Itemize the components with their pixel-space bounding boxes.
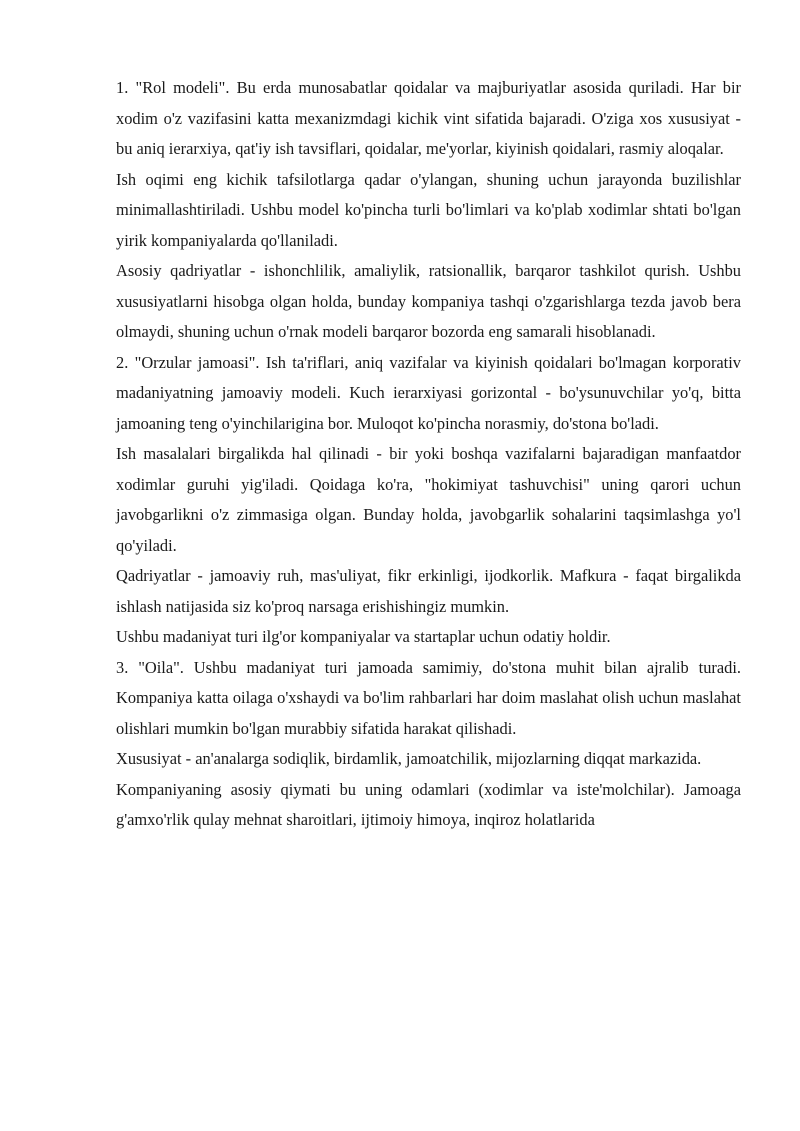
paragraph-feature: Xususiyat - an'analarga sodiqlik, birdamlik, jamoatchilik, mijozlarning diqqat markazida. bbox=[116, 749, 702, 768]
paragraph-dream-team: 2. "Orzular jamoasi". Ish ta'riflari, aniq vazifalar va kiyinish qoidalari bo'lmagan korporativ madaniyatning jamoaviy modeli. Kuch ierarxiyasi gorizontal - bo'ysunuvchilar yo'q, bitta jamoaning teng o'yinchilarigina bor. Muloqot ko'pincha norasmiy, do'stona bo'ladi. bbox=[116, 352, 741, 433]
paragraph-core-values: Asosiy qadriyatlar - ishonchlilik, amaliylik, ratsionallik, barqaror tashkilot qurish. Ushbu xususiyatlarni hisobga olgan holda, bunday kompaniya tashqi o'zgarishlarga tezda javob bera olmaydi, shuning uchun o'rnak modeli barqaror bozorda eng samarali hisoblanadi. bbox=[116, 261, 741, 341]
paragraph-work-issues: Ish masalalari birgalikda hal qilinadi - bir yoki boshqa vazifalarni bajaradigan manfaatdor xodimlar guruhi yig'iladi. Qoidaga ko'ra, "hokimiyat tashuvchisi" uning qarori uchun javobgarlikni o'z zimmasiga olgan. Bunday holda, javobgarlik sohalarini taqsimlashga yo'l qo'yiladi. bbox=[116, 444, 741, 555]
paragraph-family: 3. "Oila". Ushbu madaniyat turi jamoada samimiy, do'stona muhit bilan ajralib turadi. Kompaniya katta oilaga o'xshaydi va bo'lim rahbarlari har doim maslahat olish uchun maslahat olishlari mumkin bo'lgan murabbiy sifatida harakat qilishadi. bbox=[116, 657, 741, 738]
paragraph-startups: Ushbu madaniyat turi ilg'or kompaniyalar va startaplar uchun odatiy holdir. bbox=[116, 627, 611, 646]
paragraph-workflow: Ish oqimi eng kichik tafsilotlarga qadar o'ylangan, shuning uchun jarayonda buzilishlar minimallashtiriladi. Ushbu model ko'pincha turli bo'limlari va ko'plab xodimlar shtati bo'lgan yirik kompaniyalarda qo'llaniladi. bbox=[116, 169, 741, 250]
paragraph-values-ideology: Qadriyatlar - jamoaviy ruh, mas'uliyat, fikr erkinligi, ijodkorlik. Mafkura - faqat birgalikda ishlash natijasida siz ko'proq narsaga erishishingiz mumkin. bbox=[116, 566, 741, 616]
paragraph-company-value: Kompaniyaning asosiy qiymati bu uning odamlari (xodimlar va iste'molchilar). Jamoaga g'amxo'rlik qulay mehnat sharoitlari, ijtimoiy himoya, inqiroz holatlarida bbox=[116, 779, 741, 829]
body-text bbox=[116, 73, 741, 836]
paragraph-role-model: 1. "Rol modeli". Bu erda munosabatlar qoidalar va majburiyatlar asosida quriladi. Har bir xodim o'z vazifasini katta mexanizmdagi kichik vint sifatida bajaradi. O'ziga xos xususiyat - bu aniq ierarxiya, qat'iy ish tavsiflari, qoidalar, me'yorlar, kiyinish qoidalari, rasmiy aloqalar. bbox=[116, 78, 741, 158]
